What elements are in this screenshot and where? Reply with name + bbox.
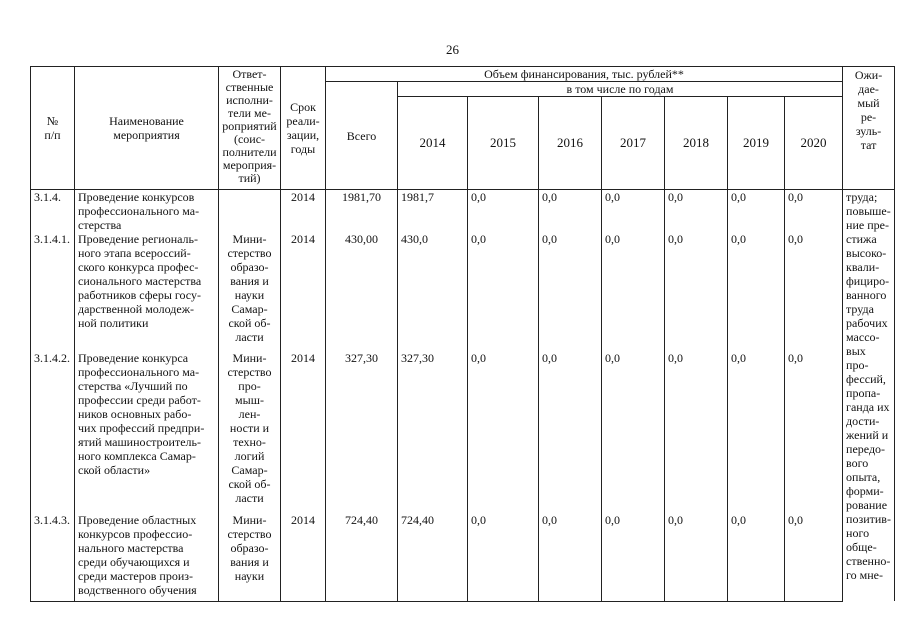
row-year-value: 0,0 xyxy=(665,513,728,601)
header-year: 2015 xyxy=(468,97,539,190)
row-name: Проведение областных конкурсов профессио- нального мастерства среди обучающихся и среди мастеров произ- водственного обучения xyxy=(75,513,219,601)
row-responsible xyxy=(219,190,281,233)
row-total: 327,30 xyxy=(326,351,398,513)
row-num: 3.1.4. xyxy=(31,190,75,233)
row-year-value: 430,0 xyxy=(398,232,468,351)
row-num: 3.1.4.1. xyxy=(31,232,75,351)
row-total: 1981,70 xyxy=(326,190,398,233)
row-year-value: 0,0 xyxy=(728,232,785,351)
row-year-value: 1981,7 xyxy=(398,190,468,233)
row-name: Проведение конкурса профессионального ма- стерства «Лучший по профессии среди работ- ников основных рабо- чих профессий предпри- ятий машиностроитель- ного комплекса Самар- ской области» xyxy=(75,351,219,513)
row-year-value: 0,0 xyxy=(539,351,602,513)
row-year-value: 0,0 xyxy=(665,232,728,351)
header-year: 2017 xyxy=(602,97,665,190)
row-year-value: 0,0 xyxy=(665,190,728,233)
row-year-value: 0,0 xyxy=(785,190,843,233)
header-year: 2016 xyxy=(539,97,602,190)
row-year-value: 0,0 xyxy=(665,351,728,513)
page-number: 26 xyxy=(446,42,459,57)
header-year: 2018 xyxy=(665,97,728,190)
row-year-value: 0,0 xyxy=(468,232,539,351)
row-responsible: Мини- стерство образо- вания и науки xyxy=(219,513,281,601)
row-num: 3.1.4.3. xyxy=(31,513,75,601)
row-year-value: 0,0 xyxy=(602,232,665,351)
header-period: Срок реали- зации, годы xyxy=(281,67,326,190)
row-total: 430,00 xyxy=(326,232,398,351)
row-year-value: 0,0 xyxy=(539,190,602,233)
row-period: 2014 xyxy=(281,351,326,513)
row-period: 2014 xyxy=(281,513,326,601)
header-year: 2020 xyxy=(785,97,843,190)
header-year: 2014 xyxy=(398,97,468,190)
row-year-value: 0,0 xyxy=(602,513,665,601)
table-row xyxy=(31,351,895,513)
row-year-value: 327,30 xyxy=(398,351,468,513)
row-year-value: 0,0 xyxy=(468,513,539,601)
header-total: Всего xyxy=(326,82,398,190)
row-name: Проведение региональ- ного этапа всероссий- ского конкурса профес- сионального мастерства работников сферы госу- дарственной молодеж- ной политики xyxy=(75,232,219,351)
row-year-value: 0,0 xyxy=(728,513,785,601)
table-row xyxy=(31,513,895,601)
row-year-value: 0,0 xyxy=(728,351,785,513)
row-year-value: 0,0 xyxy=(468,190,539,233)
header-name: Наименование мероприятия xyxy=(75,67,219,190)
row-year-value: 0,0 xyxy=(602,351,665,513)
header-funding: Объем финансирования, тыс. рублей** xyxy=(326,67,843,82)
row-year-value: 0,0 xyxy=(728,190,785,233)
row-responsible: Мини- стерство про- мыш- лен- ности и техно- логий Самар- ской об- ласти xyxy=(219,351,281,513)
table-row xyxy=(31,232,895,351)
header-result: Ожи- дае- мый ре- зуль- тат xyxy=(843,67,895,190)
header-responsible: Ответ- ственные исполни- тели ме- роприятий (соис- полнители мероприя- тий) xyxy=(219,67,281,190)
header-by-years: в том числе по годам xyxy=(398,82,843,97)
row-num: 3.1.4.2. xyxy=(31,351,75,513)
header-year: 2019 xyxy=(728,97,785,190)
row-year-value: 0,0 xyxy=(785,513,843,601)
row-year-value: 0,0 xyxy=(785,351,843,513)
row-year-value: 724,40 xyxy=(398,513,468,601)
row-period: 2014 xyxy=(281,190,326,233)
program-activities-table xyxy=(30,66,895,602)
row-year-value: 0,0 xyxy=(539,513,602,601)
row-total: 724,40 xyxy=(326,513,398,601)
header-num: № п/п xyxy=(31,67,75,190)
table-row xyxy=(31,190,895,233)
row-year-value: 0,0 xyxy=(602,190,665,233)
expected-result: труда; повыше- ние пре- стижа высоко- квали- фициро- ванного труда рабочих массо- вых про- фессий, пропа- ганда их дости- жений и передо- вого опыта, форми- рование позитив- ного обще- ственно- го мне- xyxy=(843,190,895,602)
row-name: Проведение конкурсов профессионального ма- стерства xyxy=(75,190,219,233)
row-responsible: Мини- стерство образо- вания и науки Самар- ской об- ласти xyxy=(219,232,281,351)
row-period: 2014 xyxy=(281,232,326,351)
row-year-value: 0,0 xyxy=(468,351,539,513)
row-year-value: 0,0 xyxy=(539,232,602,351)
row-year-value: 0,0 xyxy=(785,232,843,351)
